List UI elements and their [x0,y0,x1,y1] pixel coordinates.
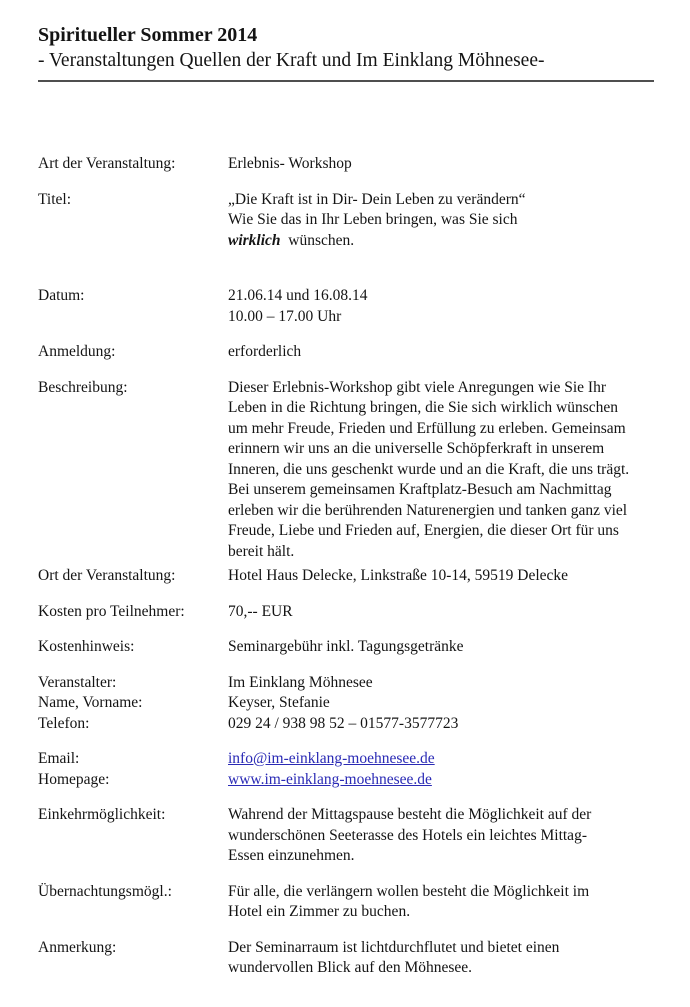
field-row [38,154,654,175]
text-segment: erforderlich [228,343,302,360]
text-segment: Freude, Liebe und Frieden auf, Energien, die dieser Ort für uns [228,522,619,539]
field-value [228,566,654,587]
text-segment: Hotel Haus Delecke, Linkstraße 10-14, 59519 Delecke [228,567,569,584]
field-value [228,342,654,363]
field-value [228,378,654,563]
document-title: Spiritueller Sommer 2014 [38,24,258,46]
text-segment: Dieser Erlebnis-Workshop gibt viele Anregungen wie Sie Ihr [228,378,606,396]
field-value [228,693,654,714]
field-row [38,602,654,623]
field-value-line [228,398,654,419]
field-value-line [228,826,654,847]
field-value [228,938,654,979]
text-segment: bereit hält. [228,542,295,560]
field-label: Name, Vorname: [38,694,143,711]
field-value [228,805,654,867]
field-value-line [228,342,654,363]
field-value-line [228,480,654,501]
field-row [38,637,654,658]
text-segment: Im Einklang Möhnesee [228,673,373,691]
field-value-line [228,714,654,735]
field-list [38,154,654,979]
text-segment: um mehr Freude, Frieden und Erfüllung zu erleben. Gemeinsam [228,419,626,437]
text-segment: Seminargebühr inkl. Tagungsgetränke [228,638,464,655]
field-value-line [228,637,654,658]
field-row [38,805,654,867]
text-segment: erleben wir die berührenden Naturenergien und tanken ganz viel [228,501,628,519]
field-value-line [228,693,654,714]
field-value-line [228,846,654,867]
field-value [228,749,654,770]
field-value-line [228,749,654,770]
field-value [228,154,654,175]
text-segment: Essen einzunehmen. [228,847,355,864]
field-value-line [228,419,654,440]
field-row [38,882,654,923]
field-row [38,770,654,791]
field-value-line [228,210,654,231]
field-row [38,714,654,735]
text-segment: Für alle, die verlängern wollen besteht die Möglichkeit im [228,882,590,900]
field-row [38,749,654,770]
text-segment: Bei unserem gemeinsamen Kraftplatz-Besuch am Nachmittag [228,481,612,498]
field-label: Titel: [38,190,72,208]
text-segment: wunderschönen Seeterasse des Hotels ein leichtes Mittag- [228,826,587,844]
field-row [38,673,654,694]
field-value-line [228,805,654,826]
document-subtitle: - Veranstaltungen Quellen der Kraft und Im Einklang Möhnesee- [38,50,545,71]
field-label: Datum: [38,287,85,304]
text-segment: erinnern wir uns an die universelle Schöpferkraft in unserem [228,440,605,457]
field-value-line [228,902,654,923]
field-row [38,566,654,587]
field-value [228,190,654,252]
text-segment: 70,-- EUR [228,602,293,620]
field-value [228,770,654,791]
document-header [38,22,654,82]
field-label: Übernachtungsmögl.: [38,882,172,900]
field-row [38,938,654,979]
text-segment: Wie Sie das in Ihr Leben bringen, was Sie sich [228,211,518,228]
field-value-line [228,566,654,587]
text-segment: Inneren, die uns geschenkt wurde und an die Kraft, die uns trägt. [228,460,630,478]
field-label: Veranstalter: [38,673,117,691]
field-value-line [228,602,654,623]
field-value [228,882,654,923]
field-value [228,673,654,694]
field-value-line [228,378,654,399]
field-value-line [228,958,654,979]
field-label: Kostenhinweis: [38,638,135,655]
text-segment: Der Seminarraum ist lichtdurchflutet und bietet einen [228,938,560,956]
email-link[interactable]: info@im-einklang-moehnesee.de [228,750,435,767]
field-label: Anmeldung: [38,343,116,360]
field-label: Homepage: [38,770,110,788]
field-value-line [228,286,654,307]
field-value-line [228,882,654,903]
text-segment: 21.06.14 und 16.08.14 [228,287,368,304]
field-value [228,286,654,327]
field-label: Art der Veranstaltung: [38,155,176,172]
field-label: Einkehrmöglichkeit: [38,806,166,823]
field-value-line [228,190,654,211]
field-row [38,286,654,327]
text-segment: Hotel ein Zimmer zu buchen. [228,903,411,920]
field-label: Anmerkung: [38,938,117,956]
text-segment: wirklich [228,231,281,249]
field-value [228,602,654,623]
field-value-line [228,938,654,959]
field-label: Kosten pro Teilnehmer: [38,602,185,620]
field-label: Ort der Veranstaltung: [38,567,176,584]
field-label: Email: [38,750,80,767]
field-value-line [228,231,654,252]
text-segment: Keyser, Stefanie [228,694,330,711]
field-value-line [228,501,654,522]
text-segment: 029 24 / 938 98 52 – 01577-3577723 [228,714,459,732]
text-segment: Wahrend der Mittagspause besteht die Möglichkeit auf der [228,806,592,823]
text-segment: wünschen. [280,231,355,249]
field-value [228,637,654,658]
text-segment: Leben in die Richtung bringen, die Sie sich wirklich wünschen [228,399,618,416]
field-value [228,714,654,735]
field-value-line [228,770,654,791]
field-row [38,378,654,563]
field-value-line [228,673,654,694]
text-segment: „Die Kraft ist in Dir- Dein Leben zu verändern“ [228,190,526,208]
text-segment: 10.00 – 17.00 Uhr [228,307,342,325]
text-segment: wundervollen Blick auf den Möhnesee. [228,959,473,976]
field-value-line [228,542,654,563]
text-segment: Erlebnis- Workshop [228,155,352,172]
field-label: Telefon: [38,714,90,732]
field-row [38,190,654,252]
field-value-line [228,460,654,481]
homepage-link[interactable]: www.im-einklang-moehnesee.de [228,770,432,788]
field-value-line [228,521,654,542]
field-value-line [228,439,654,460]
field-row [38,342,654,363]
field-value-line [228,307,654,328]
field-label: Beschreibung: [38,378,128,396]
field-row [38,693,654,714]
field-value-line [228,154,654,175]
